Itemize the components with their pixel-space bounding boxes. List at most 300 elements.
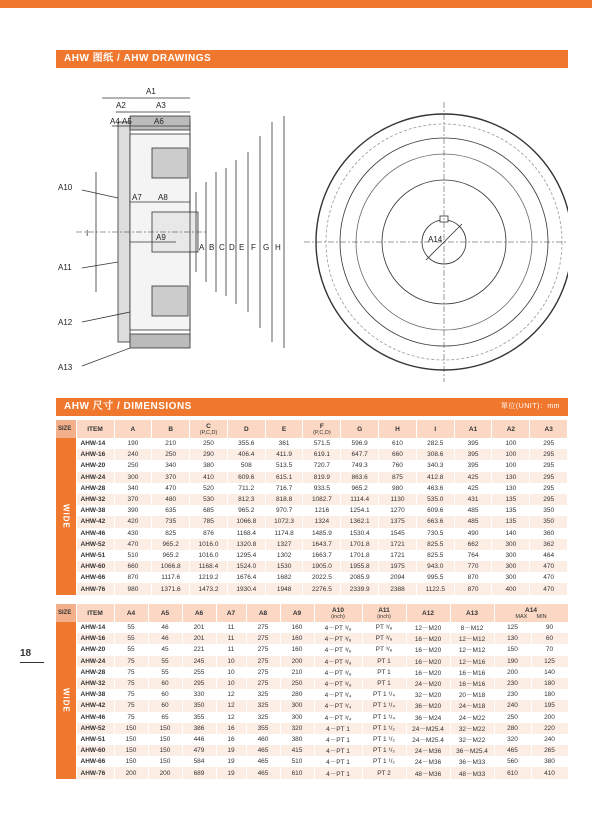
table-cell: 943.0 <box>416 561 454 572</box>
model-name-cell: AHW-20 <box>76 460 114 471</box>
table-cell: 201 <box>182 633 216 644</box>
label-e: E <box>239 243 245 252</box>
table-cell: 415 <box>280 745 314 756</box>
top-accent-bar <box>0 0 592 8</box>
label-a10: A10 <box>58 183 73 192</box>
model-name-cell: AHW-66 <box>76 756 114 767</box>
label-f: F <box>251 243 256 252</box>
table2-col-a6: A6 <box>182 604 216 622</box>
table-cell: 200 <box>148 767 182 778</box>
table-cell: 24－M22 <box>450 712 494 723</box>
table-cell: 16－M20 <box>406 667 450 678</box>
table-cell: 1114.4 <box>341 494 379 505</box>
table-cell: PT ³/₈ <box>362 622 406 633</box>
table-cell: 380 <box>190 460 228 471</box>
table-cell: 16－M20 <box>406 656 450 667</box>
table-row <box>56 460 568 471</box>
table-cell: 1320.8 <box>227 539 265 550</box>
table-cell: 320 <box>494 734 531 745</box>
table-cell: 4－PT 1 <box>314 745 362 756</box>
model-name-cell: AHW-16 <box>76 449 114 460</box>
table-cell: 4－PT 1 <box>314 767 362 778</box>
table-cell: 75 <box>114 700 148 711</box>
table-cell: 250 <box>280 678 314 689</box>
table-cell: 32－M22 <box>450 734 494 745</box>
table-cell: 55 <box>148 656 182 667</box>
label-a12: A12 <box>58 318 73 327</box>
table-cell: 1327 <box>265 539 303 550</box>
table-cell: 150 <box>114 734 148 745</box>
table-cell: 150 <box>114 723 148 734</box>
table-cell: 240 <box>531 734 568 745</box>
table-cell: 1524.0 <box>227 561 265 572</box>
col-a14-label: A14 <box>525 606 537 614</box>
table-row <box>56 667 568 678</box>
table-cell: PT 1 <box>362 678 406 689</box>
table-cell: 150 <box>148 734 182 745</box>
table-cell: 362 <box>530 539 568 550</box>
table-cell: 812.3 <box>227 494 265 505</box>
table-cell: 1130 <box>379 494 417 505</box>
table-cell: 250 <box>190 438 228 449</box>
label-a8: A8 <box>158 193 168 202</box>
table1-body <box>56 438 568 595</box>
table1-col-a2: A2 <box>492 420 530 438</box>
label-d: D <box>229 243 235 252</box>
col-a11-unit: (inch) <box>377 613 391 620</box>
table-cell: 295 <box>530 449 568 460</box>
table-cell: 1270 <box>379 505 417 516</box>
col-c-label: C <box>206 422 211 430</box>
table-cell: 180 <box>531 689 568 700</box>
table-cell: 513.5 <box>265 460 303 471</box>
table-cell: PT ³/₈ <box>362 644 406 655</box>
table-cell: 36－M33 <box>450 756 494 767</box>
label-a7: A7 <box>132 193 142 202</box>
table-cell: 275 <box>246 678 280 689</box>
table-cell: 615.1 <box>265 472 303 483</box>
table2-col-a13: A13 <box>450 604 494 622</box>
table-row <box>56 528 568 539</box>
table-cell: 400 <box>492 583 530 594</box>
table2-col-a12: A12 <box>406 604 450 622</box>
table-cell: 770 <box>454 561 492 572</box>
table-cell: 635 <box>152 505 190 516</box>
table-cell: 1948 <box>265 583 303 594</box>
table-cell: 32－M22 <box>450 723 494 734</box>
table2-col-a11 <box>362 604 406 622</box>
table-cell: 410 <box>531 767 568 778</box>
table-cell: 530 <box>190 494 228 505</box>
table-cell: 610 <box>280 767 314 778</box>
table-cell: 46 <box>148 633 182 644</box>
table-cell: 965.2 <box>152 539 190 550</box>
table-cell: 4－PT ³/₈ <box>314 667 362 678</box>
table-cell: 16－M20 <box>406 633 450 644</box>
table-cell: 135 <box>492 516 530 527</box>
col-a10-label: A10 <box>332 606 344 614</box>
table-cell: 2339.9 <box>341 583 379 594</box>
table1-col-i: I <box>416 420 454 438</box>
col-a14-sub <box>495 614 568 620</box>
table-row <box>56 700 568 711</box>
table-cell: 4－PT ³/₈ <box>314 656 362 667</box>
label-g: G <box>263 243 270 252</box>
table-cell: 370 <box>152 472 190 483</box>
table-cell: 300 <box>280 700 314 711</box>
table-cell: 100 <box>492 449 530 460</box>
table-cell: 330 <box>182 689 216 700</box>
table-cell: 425 <box>454 483 492 494</box>
table-cell: 140 <box>492 528 530 539</box>
table-cell: PT 1 ¹/₂ <box>362 756 406 767</box>
dimensions-section-header <box>56 398 568 416</box>
dimensions-header-text: AHW 尺寸 / DIMENSIONS <box>64 401 192 412</box>
table1-col-d: D <box>227 420 265 438</box>
table-cell: 1324 <box>303 516 341 527</box>
table-row <box>56 483 568 494</box>
label-a6: A6 <box>154 117 164 126</box>
table-cell: 446 <box>182 734 216 745</box>
table-cell: 140 <box>531 667 568 678</box>
table-cell: 19 <box>216 756 246 767</box>
table-row <box>56 734 568 745</box>
table-cell: 320 <box>280 723 314 734</box>
table-cell: 411.9 <box>265 449 303 460</box>
table-cell: 1955.8 <box>341 561 379 572</box>
table-cell: 610 <box>379 438 417 449</box>
table2-item-header: ITEM <box>76 604 114 622</box>
model-name-cell: AHW-24 <box>76 472 114 483</box>
table2-header-row <box>56 604 568 622</box>
table-cell: 10 <box>216 667 246 678</box>
page-number: 18 <box>20 648 32 659</box>
table-cell: 150 <box>148 723 182 734</box>
table-cell: 609.6 <box>227 472 265 483</box>
table-cell: 716.7 <box>265 483 303 494</box>
model-name-cell: AHW-16 <box>76 633 114 644</box>
table-cell: 350 <box>530 516 568 527</box>
table-cell: 8－M12 <box>450 622 494 633</box>
table-cell: 220 <box>531 723 568 734</box>
table-cell: 11 <box>216 622 246 633</box>
table-cell: 619.1 <box>303 449 341 460</box>
model-name-cell: AHW-38 <box>76 505 114 516</box>
table-cell: 325 <box>246 712 280 723</box>
model-name-cell: AHW-38 <box>76 689 114 700</box>
table-cell: 875 <box>379 472 417 483</box>
label-i: I <box>86 229 89 238</box>
table-cell: 1362.1 <box>341 516 379 527</box>
table-cell: 90 <box>531 622 568 633</box>
model-name-cell: AHW-60 <box>76 745 114 756</box>
table-cell: 295 <box>182 678 216 689</box>
table-cell: 300 <box>492 539 530 550</box>
table-cell: 1216 <box>303 505 341 516</box>
table-cell: 663.6 <box>416 516 454 527</box>
table-cell: 150 <box>148 756 182 767</box>
table-cell: 60 <box>148 678 182 689</box>
table-cell: 485 <box>454 505 492 516</box>
col-f-label: F <box>319 422 324 430</box>
table-cell: 980 <box>114 583 152 594</box>
table-cell: 870 <box>454 572 492 583</box>
table-cell: 465 <box>246 767 280 778</box>
table-cell: 280 <box>494 723 531 734</box>
table-cell: 12 <box>216 700 246 711</box>
table-cell: 510 <box>280 756 314 767</box>
table-cell: 660 <box>114 561 152 572</box>
table-cell: 300 <box>114 472 152 483</box>
table-cell: 584 <box>182 756 216 767</box>
table-cell: 12－M12 <box>450 644 494 655</box>
table-cell: 520 <box>190 483 228 494</box>
table-cell: 970.7 <box>265 505 303 516</box>
table-cell: 19 <box>216 745 246 756</box>
label-a: A <box>199 243 205 252</box>
table-cell: 730.5 <box>416 528 454 539</box>
table-cell: 965.2 <box>152 550 190 561</box>
table-cell: 2022.5 <box>303 572 341 583</box>
table-cell: 275 <box>246 633 280 644</box>
table-cell: 210 <box>152 438 190 449</box>
col-a11-label: A11 <box>378 606 390 614</box>
table-cell: 2094 <box>379 572 417 583</box>
label-a5: A5 <box>122 117 132 126</box>
table-cell: 749.3 <box>341 460 379 471</box>
table-cell: 1066.8 <box>227 516 265 527</box>
table-cell: 100 <box>492 438 530 449</box>
table-cell: 361 <box>265 438 303 449</box>
table-cell: 412.8 <box>416 472 454 483</box>
model-name-cell: AHW-32 <box>76 494 114 505</box>
table-cell: 130 <box>494 633 531 644</box>
table-cell: 4－PT ³/₈ <box>314 644 362 655</box>
table-cell: 965.2 <box>227 505 265 516</box>
table-cell: 380 <box>280 734 314 745</box>
table-cell: PT 1 ¹/₄ <box>362 700 406 711</box>
table-cell: 425 <box>454 472 492 483</box>
table-cell: 60 <box>148 689 182 700</box>
table-row <box>56 689 568 700</box>
table-cell: 195 <box>531 700 568 711</box>
table-cell: 1174.8 <box>265 528 303 539</box>
table-cell: 24－M25.4 <box>406 734 450 745</box>
table-cell: 1122.5 <box>416 583 454 594</box>
table-cell: 430 <box>114 528 152 539</box>
table1-col-h: H <box>379 420 417 438</box>
table-row <box>56 678 568 689</box>
table-row <box>56 756 568 767</box>
table-cell: PT 1 ¹/₂ <box>362 734 406 745</box>
table-cell: 1701.8 <box>341 539 379 550</box>
table-cell: 210 <box>280 667 314 678</box>
table-row <box>56 767 568 778</box>
table-cell: 571.5 <box>303 438 341 449</box>
table-cell: 1530 <box>265 561 303 572</box>
table-cell: 300 <box>492 572 530 583</box>
table-cell: 4－PT 1 <box>314 756 362 767</box>
table-cell: 1473.2 <box>190 583 228 594</box>
table-cell: 150 <box>114 745 148 756</box>
table-row <box>56 516 568 527</box>
table-cell: 965.2 <box>341 483 379 494</box>
label-c: C <box>219 243 225 252</box>
table-row <box>56 622 568 633</box>
table-cell: 300 <box>280 712 314 723</box>
table-cell: 470 <box>114 539 152 550</box>
table-cell: 135 <box>492 505 530 516</box>
table-cell: 275 <box>246 644 280 655</box>
table-cell: 470 <box>530 561 568 572</box>
table-cell: 230 <box>494 678 531 689</box>
model-name-cell: AHW-32 <box>76 678 114 689</box>
model-name-cell: AHW-60 <box>76 561 114 572</box>
table1-col-f <box>303 420 341 438</box>
table-cell: 1975 <box>379 561 417 572</box>
table-cell: 36－M25.4 <box>450 745 494 756</box>
side-section-view <box>76 98 284 366</box>
table-cell: 1254.1 <box>341 505 379 516</box>
table-cell: 4－PT ³/₈ <box>314 622 362 633</box>
model-name-cell: AHW-24 <box>76 656 114 667</box>
table-cell: 720.7 <box>303 460 341 471</box>
table-row <box>56 472 568 483</box>
table-row <box>56 712 568 723</box>
table-cell: 340.3 <box>416 460 454 471</box>
table-cell: 180 <box>531 678 568 689</box>
table-cell: 11 <box>216 633 246 644</box>
table-cell: 470 <box>530 583 568 594</box>
table-cell: 340 <box>152 460 190 471</box>
table-cell: 395 <box>454 438 492 449</box>
table-cell: 32－M20 <box>406 689 450 700</box>
table-cell: 1072.3 <box>265 516 303 527</box>
label-a14: A14 <box>428 235 443 244</box>
table-cell: 480 <box>152 494 190 505</box>
table2-col-a4: A4 <box>114 604 148 622</box>
table-cell: 1168.4 <box>190 561 228 572</box>
table1-col-e: E <box>265 420 303 438</box>
table-cell: 300 <box>492 561 530 572</box>
model-name-cell: AHW-20 <box>76 644 114 655</box>
table-cell: 200 <box>531 712 568 723</box>
table-cell: 250 <box>494 712 531 723</box>
table-cell: 689 <box>182 767 216 778</box>
table-cell: 1721 <box>379 539 417 550</box>
table-cell: 460 <box>246 734 280 745</box>
table-cell: 662 <box>454 539 492 550</box>
table-cell: 295 <box>530 494 568 505</box>
table-cell: 55 <box>114 644 148 655</box>
table-cell: 275 <box>246 656 280 667</box>
table-cell: 60 <box>148 700 182 711</box>
table-cell: 295 <box>530 483 568 494</box>
model-name-cell: AHW-46 <box>76 712 114 723</box>
table-cell: 1016.0 <box>190 550 228 561</box>
table-cell: 48－M33 <box>450 767 494 778</box>
table-cell: 350 <box>182 700 216 711</box>
table1-item-header: ITEM <box>76 420 114 438</box>
table-cell: 16 <box>216 723 246 734</box>
table-row <box>56 550 568 561</box>
model-name-cell: AHW-42 <box>76 700 114 711</box>
table-cell: 825 <box>152 528 190 539</box>
table-cell: 355.6 <box>227 438 265 449</box>
table-cell: 4－PT ³/₄ <box>314 712 362 723</box>
table-cell: 36－M20 <box>406 700 450 711</box>
table-cell: 70 <box>531 644 568 655</box>
table-cell: 60 <box>531 633 568 644</box>
table-cell: 933.5 <box>303 483 341 494</box>
table-cell: 125 <box>494 622 531 633</box>
table-cell: 275 <box>246 667 280 678</box>
table-cell: 1485.9 <box>303 528 341 539</box>
table-cell: 75 <box>114 689 148 700</box>
table-cell: 4－PT 1 <box>314 734 362 745</box>
table-cell: 355 <box>182 712 216 723</box>
table-cell: 240 <box>494 700 531 711</box>
label-a1: A1 <box>146 87 156 96</box>
table-cell: 386 <box>182 723 216 734</box>
table-cell: 380 <box>531 756 568 767</box>
table-cell: 355 <box>246 723 280 734</box>
label-a11: A11 <box>58 263 72 272</box>
table-cell: 46 <box>148 622 182 633</box>
table-row <box>56 583 568 594</box>
table-cell: 100 <box>492 460 530 471</box>
table-cell: 250 <box>152 449 190 460</box>
label-a9: A9 <box>156 233 166 242</box>
table-cell: 4－PT ³/₈ <box>314 633 362 644</box>
table-cell: 465 <box>246 745 280 756</box>
table-cell: 395 <box>454 460 492 471</box>
table-cell: 245 <box>182 656 216 667</box>
table-cell: 350 <box>530 505 568 516</box>
table-cell: 130 <box>492 483 530 494</box>
col-c-note: (P,C,D) <box>199 429 218 436</box>
table-cell: 825.5 <box>416 550 454 561</box>
model-name-cell: AHW-52 <box>76 539 114 550</box>
unit-label: 單位(UNIT)：mm <box>500 403 560 410</box>
table-cell: 1530.4 <box>341 528 379 539</box>
table-cell: 785 <box>190 516 228 527</box>
table-cell: 308.6 <box>416 449 454 460</box>
model-name-cell: AHW-14 <box>76 622 114 633</box>
table-row <box>56 449 568 460</box>
page-number-rule <box>20 662 44 663</box>
table1-col-a1: A1 <box>454 420 492 438</box>
table-row <box>56 438 568 449</box>
table-cell: 200 <box>280 656 314 667</box>
table-cell: 560 <box>494 756 531 767</box>
table1-col-a3: A3 <box>530 420 568 438</box>
table-cell: 20－M18 <box>450 689 494 700</box>
table-cell: 250 <box>114 460 152 471</box>
table-cell: 16－M16 <box>450 667 494 678</box>
table-cell: 711.2 <box>227 483 265 494</box>
table-cell: 150 <box>148 745 182 756</box>
table1-header-row <box>56 420 568 438</box>
table-cell: 870 <box>114 572 152 583</box>
table-cell: 465 <box>246 756 280 767</box>
table-cell: PT 1 <box>362 656 406 667</box>
table-cell: 4－PT ³/₄ <box>314 689 362 700</box>
table-cell: 12 <box>216 689 246 700</box>
model-name-cell: AHW-76 <box>76 583 114 594</box>
table-cell: 735 <box>152 516 190 527</box>
table1-size-header: SIZE <box>56 420 76 438</box>
